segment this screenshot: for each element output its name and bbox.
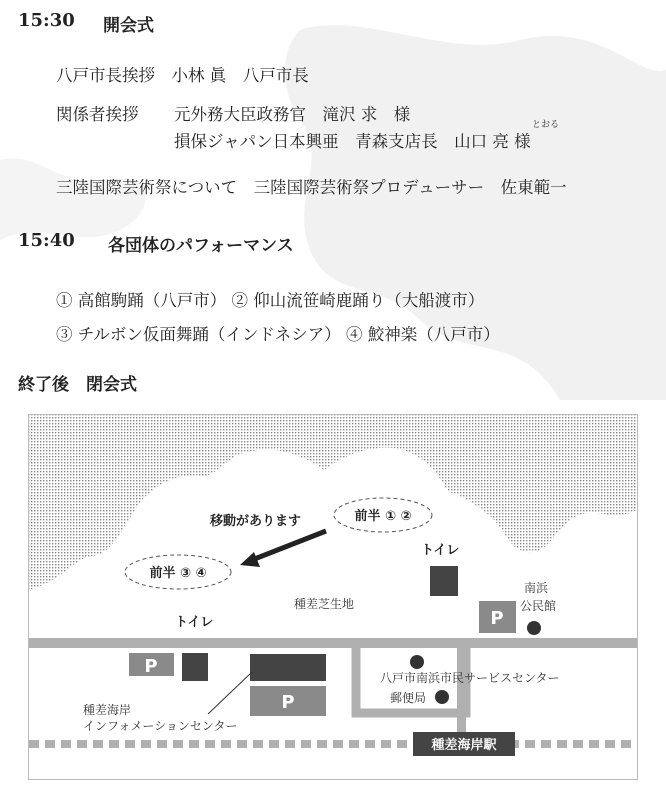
opening-title: 開会式 bbox=[103, 16, 154, 36]
service-center-label: 八戸市南浜市民サービスセンター bbox=[380, 671, 560, 685]
community-hall-label-1: 南浜 bbox=[524, 581, 549, 595]
greeting-label: 関係者挨拶 bbox=[56, 105, 139, 124]
greeting-yamaguchi bbox=[174, 128, 531, 152]
main-road bbox=[29, 638, 637, 648]
post-office-marker bbox=[435, 690, 449, 704]
toilet-label-1: トイレ bbox=[421, 543, 460, 558]
community-hall-label-2: 公民館 bbox=[520, 599, 557, 613]
performance-title: 各団体のパフォーマンス bbox=[108, 236, 294, 256]
venue-map bbox=[28, 414, 638, 780]
greeting-mayor: 八戸市長挨拶 小林 眞 八戸市長 bbox=[56, 66, 309, 85]
first-half-12: 前半 ① ② bbox=[354, 509, 412, 524]
performance-line-2: ③ チルボン仮面舞踊（インドネシア） ④ 鮫神楽（八戸市） bbox=[56, 325, 500, 344]
service-center-marker bbox=[410, 655, 424, 669]
closing-ceremony: 終了後 閉会式 bbox=[18, 375, 137, 395]
moving-note: 移動があります bbox=[210, 514, 302, 529]
community-hall-marker bbox=[527, 621, 541, 635]
lawn-label: 種差芝生地 bbox=[294, 597, 355, 611]
parking-west-label: P bbox=[144, 656, 158, 677]
greeting-yamaguchi-pre: 損保ジャパン日本興亜 青森支店長 山口 bbox=[174, 132, 493, 151]
greeting-takizawa: 元外務大臣政務官 滝沢 求 様 bbox=[174, 105, 411, 124]
ruby-toru: とおる bbox=[532, 120, 560, 130]
side-road bbox=[457, 643, 466, 738]
post-office-label: 郵便局 bbox=[390, 691, 427, 705]
toilet-building-2 bbox=[182, 653, 208, 681]
greeting-yamaguchi-name: 亮 bbox=[492, 132, 509, 151]
performance-time: 15:40 bbox=[18, 230, 75, 251]
info-center-label-1: 種差海岸 bbox=[83, 703, 132, 717]
toilet-label-2: トイレ bbox=[175, 615, 214, 630]
first-half-34: 前半 ③ ④ bbox=[149, 566, 207, 581]
parking-center-label: P bbox=[281, 692, 295, 713]
opening-time: 15:30 bbox=[18, 10, 75, 31]
about-festival: 三陸国際芸術祭について 三陸国際芸術祭プロデューサー 佐東範一 bbox=[56, 178, 567, 197]
info-center-building bbox=[250, 654, 326, 681]
parking-east-label: P bbox=[490, 608, 504, 629]
station-label: 種差海岸駅 bbox=[431, 738, 497, 753]
toilet-building-1 bbox=[430, 566, 458, 596]
performance-line-1: ① 高館駒踊（八戸市） ② 仰山流笹崎鹿踊り（大船渡市） bbox=[56, 291, 485, 310]
info-center-label-2: インフォメーションセンター bbox=[83, 719, 238, 733]
greeting-yamaguchi-post: 様 bbox=[508, 132, 531, 151]
